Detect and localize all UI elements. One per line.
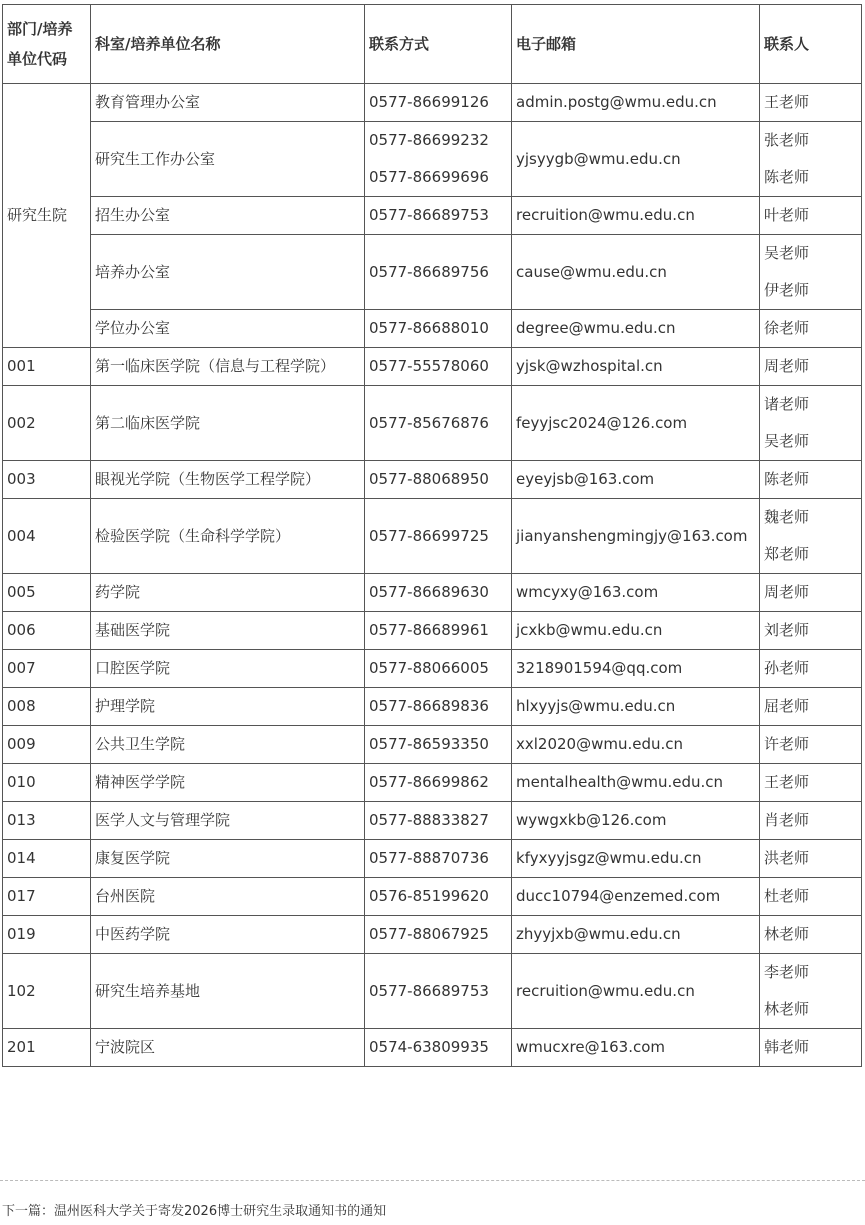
phone-cell: 0574-63809935 — [365, 1029, 512, 1067]
table-row — [3, 840, 862, 878]
dept-code-cell: 017 — [3, 878, 91, 916]
unit-name-cell: 护理学院 — [91, 688, 365, 726]
unit-name-cell: 公共卫生学院 — [91, 726, 365, 764]
unit-name-cell: 中医药学院 — [91, 916, 365, 954]
dept-code-cell: 007 — [3, 650, 91, 688]
dept-code-cell: 102 — [3, 954, 91, 1029]
email-cell: yjsk@wzhospital.cn — [512, 348, 760, 386]
phone-cell — [365, 310, 512, 348]
email-cell: wmucxre@163.com — [512, 1029, 760, 1067]
email-cell: jcxkb@wmu.edu.cn — [512, 612, 760, 650]
dept-code-cell: 010 — [3, 764, 91, 802]
contact-cell-line: 徐老师 — [764, 319, 810, 337]
dept-code-cell: 013 — [3, 802, 91, 840]
table-body — [3, 84, 862, 1067]
email-cell: kfyxyyjsgz@wmu.edu.cn — [512, 840, 760, 878]
unit-name-cell: 第二临床医学院 — [91, 386, 365, 461]
phone-cell: 0577-86689961 — [365, 612, 512, 650]
contact-cell-line: 陈老师 — [764, 470, 810, 488]
email-cell: ducc10794@enzemed.com — [512, 878, 760, 916]
phone-cell-line: 0577-86699126 — [369, 93, 489, 111]
contact-cell — [760, 386, 862, 461]
unit-name-cell: 研究生工作办公室 — [91, 122, 365, 197]
phone-cell: 0577-86689836 — [365, 688, 512, 726]
contact-cell — [760, 726, 862, 764]
table-row — [3, 916, 862, 954]
contact-cell-line: 王老师 — [764, 93, 810, 111]
table-row — [3, 726, 862, 764]
phone-cell: 0577-86689753 — [365, 954, 512, 1029]
contact-cell-line: 肖老师 — [764, 811, 810, 829]
header-phone: 联系方式 — [365, 5, 512, 84]
phone-cell: 0577-55578060 — [365, 348, 512, 386]
contact-cell-line: 叶老师 — [764, 206, 810, 224]
contact-cell — [760, 197, 862, 235]
contact-cell-line: 王老师 — [764, 773, 810, 791]
dept-code-cell: 014 — [3, 840, 91, 878]
table-row — [3, 348, 862, 386]
table-row — [3, 878, 862, 916]
table-row — [3, 386, 862, 461]
phone-cell: 0577-88067925 — [365, 916, 512, 954]
contact-cell-line: 屈老师 — [764, 697, 810, 715]
contact-cell-line: 洪老师 — [764, 849, 810, 867]
table-row — [3, 122, 862, 197]
email-cell: hlxyyjs@wmu.edu.cn — [512, 688, 760, 726]
dept-code-cell: 002 — [3, 386, 91, 461]
unit-name-cell: 检验医学院（生命科学学院） — [91, 499, 365, 574]
phone-cell: 0577-88833827 — [365, 802, 512, 840]
contact-cell-line: 魏老师 — [764, 508, 810, 526]
phone-cell: 0577-88066005 — [365, 650, 512, 688]
header-unit-name: 科室/培养单位名称 — [91, 5, 365, 84]
contact-cell-line: 陈老师 — [764, 168, 810, 186]
email-cell: wmcyxy@163.com — [512, 574, 760, 612]
phone-cell: 0576-85199620 — [365, 878, 512, 916]
next-article-link[interactable]: 温州医科大学关于寄发2026博士研究生录取通知书的通知 — [54, 1204, 387, 1219]
email-cell: recruition@wmu.edu.cn — [512, 954, 760, 1029]
contact-cell — [760, 650, 862, 688]
table-row — [3, 954, 862, 1029]
email-cell: mentalhealth@wmu.edu.cn — [512, 764, 760, 802]
contact-cell-line: 张老师 — [764, 131, 810, 149]
dept-code-cell: 008 — [3, 688, 91, 726]
dept-code-cell: 019 — [3, 916, 91, 954]
next-article-label: 下一篇： — [2, 1204, 55, 1219]
table-row — [3, 612, 862, 650]
phone-cell: 0577-86699862 — [365, 764, 512, 802]
phone-cell: 0577-86593350 — [365, 726, 512, 764]
contact-cell-line: 吴老师 — [764, 432, 810, 450]
unit-name-cell: 眼视光学院（生物医学工程学院） — [91, 461, 365, 499]
unit-name-cell: 教育管理办公室 — [91, 84, 365, 122]
contact-cell-line: 孙老师 — [764, 659, 810, 677]
contact-cell-line: 林老师 — [764, 925, 810, 943]
dept-code-cell: 201 — [3, 1029, 91, 1067]
header-contact: 联系人 — [760, 5, 862, 84]
table-row — [3, 197, 862, 235]
contact-cell-line: 吴老师 — [764, 244, 810, 262]
phone-cell-line: 0577-86699696 — [369, 168, 489, 186]
phone-cell — [365, 84, 512, 122]
unit-name-cell: 康复医学院 — [91, 840, 365, 878]
email-cell: wywgxkb@126.com — [512, 802, 760, 840]
contact-cell-line: 李老师 — [764, 963, 810, 981]
contact-cell — [760, 84, 862, 122]
dept-code-cell: 001 — [3, 348, 91, 386]
table-row — [3, 499, 862, 574]
header-dept-code: 部门/培养 单位代码 — [3, 5, 91, 84]
unit-name-cell: 宁波院区 — [91, 1029, 365, 1067]
unit-name-cell: 学位办公室 — [91, 310, 365, 348]
email-cell: recruition@wmu.edu.cn — [512, 197, 760, 235]
unit-name-cell: 研究生培养基地 — [91, 954, 365, 1029]
email-cell: 3218901594@qq.com — [512, 650, 760, 688]
contact-cell — [760, 348, 862, 386]
contact-cell-line: 伊老师 — [764, 281, 810, 299]
unit-name-cell: 药学院 — [91, 574, 365, 612]
contact-cell — [760, 122, 862, 197]
table-header-row — [3, 5, 862, 84]
table-row — [3, 688, 862, 726]
contact-cell — [760, 612, 862, 650]
unit-name-cell: 第一临床医学院（信息与工程学院） — [91, 348, 365, 386]
contact-cell — [760, 688, 862, 726]
contact-cell — [760, 1029, 862, 1067]
contact-cell — [760, 499, 862, 574]
email-cell: zhyyjxb@wmu.edu.cn — [512, 916, 760, 954]
contact-cell — [760, 878, 862, 916]
contacts-table — [2, 4, 862, 1067]
phone-cell — [365, 235, 512, 310]
unit-name-cell: 台州医院 — [91, 878, 365, 916]
phone-cell: 0577-88068950 — [365, 461, 512, 499]
unit-name-cell: 培养办公室 — [91, 235, 365, 310]
table-row — [3, 310, 862, 348]
table-row — [3, 461, 862, 499]
footer-divider — [0, 1180, 865, 1181]
contact-cell — [760, 235, 862, 310]
dept-code-cell: 003 — [3, 461, 91, 499]
phone-cell-line: 0577-86689753 — [369, 206, 489, 224]
email-cell: cause@wmu.edu.cn — [512, 235, 760, 310]
email-cell: admin.postg@wmu.edu.cn — [512, 84, 760, 122]
unit-name-cell: 精神医学学院 — [91, 764, 365, 802]
contact-cell-line: 郑老师 — [764, 545, 810, 563]
contact-cell-line: 刘老师 — [764, 621, 810, 639]
email-cell: eyeyjsb@163.com — [512, 461, 760, 499]
contact-cell-line: 诸老师 — [764, 395, 810, 413]
email-cell: feyyjsc2024@126.com — [512, 386, 760, 461]
contact-cell — [760, 916, 862, 954]
next-article[interactable] — [2, 1200, 386, 1219]
phone-cell-line: 0577-86688010 — [369, 319, 489, 337]
phone-cell: 0577-85676876 — [365, 386, 512, 461]
dept-code-cell: 004 — [3, 499, 91, 574]
email-cell: jianyanshengmingjy@163.com — [512, 499, 760, 574]
phone-cell: 0577-86689630 — [365, 574, 512, 612]
dept-code-cell: 005 — [3, 574, 91, 612]
dept-code-cell: 009 — [3, 726, 91, 764]
phone-cell-line: 0577-86689756 — [369, 262, 489, 281]
phone-cell-line: 0577-86699232 — [369, 131, 489, 149]
table-row — [3, 235, 862, 310]
contact-cell — [760, 802, 862, 840]
dept-code-cell: 006 — [3, 612, 91, 650]
contact-cell — [760, 954, 862, 1029]
email-cell: degree@wmu.edu.cn — [512, 310, 760, 348]
contact-cell — [760, 310, 862, 348]
header-email: 电子邮箱 — [512, 5, 760, 84]
table-row — [3, 802, 862, 840]
table-row — [3, 650, 862, 688]
email-cell: yjsyygb@wmu.edu.cn — [512, 122, 760, 197]
unit-name-cell: 招生办公室 — [91, 197, 365, 235]
unit-name-cell: 口腔医学院 — [91, 650, 365, 688]
table-row — [3, 574, 862, 612]
contact-cell-line: 许老师 — [764, 735, 810, 753]
contact-cell-line: 韩老师 — [764, 1038, 810, 1056]
unit-name-cell: 医学人文与管理学院 — [91, 802, 365, 840]
contact-cell-line: 杜老师 — [764, 887, 810, 905]
contact-cell — [760, 764, 862, 802]
table-row — [3, 764, 862, 802]
unit-name-cell: 基础医学院 — [91, 612, 365, 650]
table-row — [3, 1029, 862, 1067]
contact-cell-line: 周老师 — [764, 357, 810, 375]
phone-cell: 0577-88870736 — [365, 840, 512, 878]
contact-cell-line: 林老师 — [764, 1000, 810, 1018]
phone-cell — [365, 122, 512, 197]
phone-cell: 0577-86699725 — [365, 499, 512, 574]
contact-cell — [760, 461, 862, 499]
contact-cell-line: 周老师 — [764, 583, 810, 601]
contact-cell — [760, 574, 862, 612]
contact-cell — [760, 840, 862, 878]
email-cell: xxl2020@wmu.edu.cn — [512, 726, 760, 764]
dept-code-cell: 研究生院 — [3, 84, 91, 348]
table-row — [3, 84, 862, 122]
phone-cell — [365, 197, 512, 235]
